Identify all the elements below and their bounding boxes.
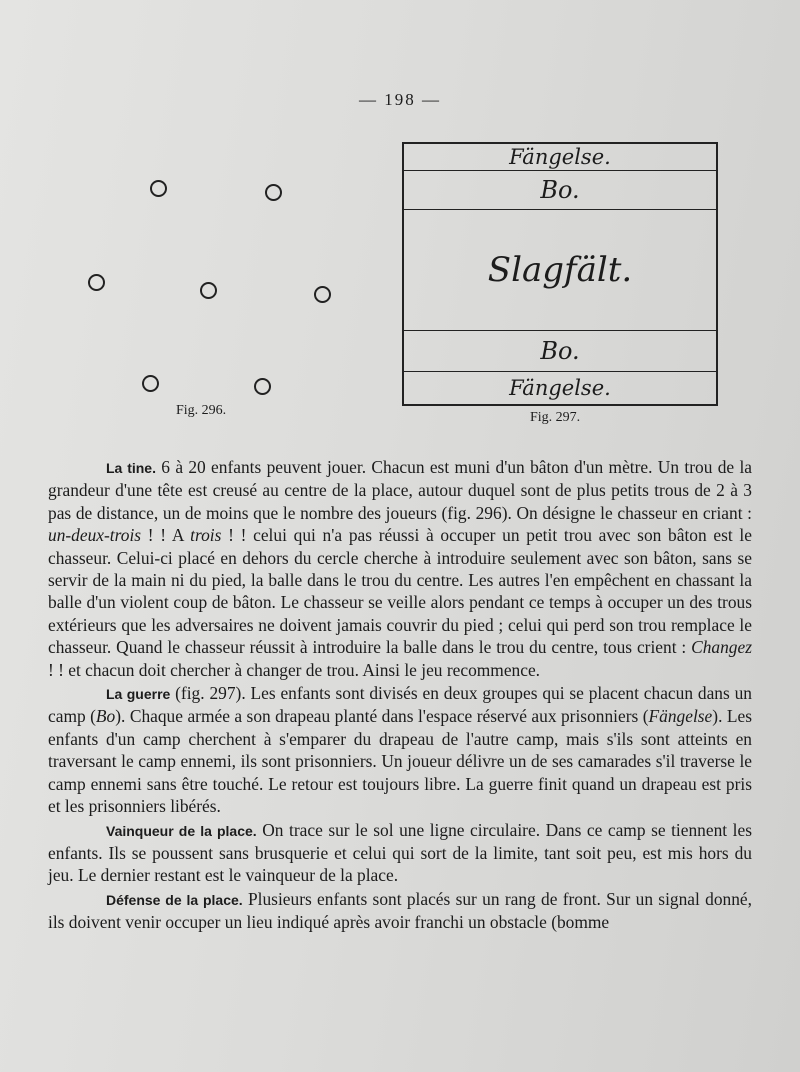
paragraph [48, 819, 752, 887]
italic-text: un-deux-trois [48, 525, 142, 546]
text-segment: ! ! A [141, 525, 191, 546]
zone-battlefield: Slagfält. [404, 210, 716, 331]
paragraph-heading: La tine. [106, 460, 156, 476]
italic-text: Changez [691, 637, 752, 658]
hole-marker [142, 375, 159, 392]
hole-marker [88, 274, 105, 291]
center-hole-marker [200, 282, 217, 299]
zone-prison-top: Fängelse. [404, 144, 716, 171]
text-segment: On trace sur le sol une ligne circulaire. Dans ce camp se tiennent les enfants. Ils se poussent sans brusquerie et celui qui sort de la limite, tant soit peu, est mis hors du jeu. Le dernier restant est le vainqueur de la place. [48, 819, 752, 886]
paragraph [48, 456, 752, 681]
paragraph-heading: La guerre [106, 686, 171, 703]
text-segment: 6 à 20 enfants peuvent jouer. Chacun est muni d'un bâton d'un mètre. Un trou de la grandeur d'une tête est creusé au centre de la place, autour duquel sont de plus petits trous de 2 à 3 pas de distance, un de moins que le nombre des joueurs (fig. 296). On désigne le chasseur en criant : [48, 457, 752, 523]
figure-297-caption: Fig. 297. [530, 410, 581, 425]
italic-text: trois [190, 525, 222, 546]
text-segment: ). Les enfants d'un camp cherchent à s'emparer du drapeau de l'autre camp, mais s'ils sont atteints en traversant le camp ennemi, ils sont prisonniers. Un joueur délivre un de ses camarades s'il traverse le camp ennemi sans être touché. Le retour est toujours libre. La guerre finit quand un drapeau est pris et les prisonniers libérés. [48, 706, 752, 817]
text-segment: Plusieurs enfants sont placés sur un rang de front. Sur un signal donné, ils doivent venir occuper un lieu indiqué après avoir franchi un obstacle (bomme [48, 888, 752, 933]
figure-296 [80, 170, 360, 430]
hole-marker [265, 184, 282, 201]
zone-camp-top: Bo. [404, 171, 716, 210]
text-segment: ! ! celui qui n'a pas réussi à occuper un petit trou avec son bâton est le chasseur. Celui-ci placé en dehors du cercle cherche à introduire seulement avec son bâton, sans se servir de la main ni du pied, la balle dans le trou du centre. Les autres l'en empêchent en chassant la balle d'un violent coup de bâton. Le chasseur se veille alors pendant ce temps à occuper un des trous extérieurs que les adversaires ne doivent jamais couvrir du pied ; celui qui perd son trou remplace le chasseur. Quand le chasseur réussit à introduire la balle dans le trou du centre, tous crient : [48, 525, 752, 658]
zone-camp-bottom: Bo. [404, 331, 716, 372]
paragraph-heading: Défense de la place. [106, 891, 243, 908]
text-segment: (fig. 297). Les enfants sont divisés en deux groupes qui se placent chacun dans un camp ( [48, 683, 752, 727]
figure-296-caption: Fig. 296. [176, 403, 227, 418]
text-segment: ! ! et chacun doit chercher à changer de trou. Ainsi le jeu recommence. [48, 659, 541, 680]
italic-text: Bo [95, 706, 116, 727]
hole-marker [314, 286, 331, 303]
italic-text: Fängelse [648, 706, 713, 727]
page-number: — 198 — [359, 90, 441, 109]
zone-prison-bottom: Fängelse. [509, 376, 611, 400]
paragraph [48, 682, 752, 817]
hole-marker [254, 378, 271, 395]
hole-marker [150, 180, 167, 197]
paragraph [48, 888, 752, 934]
body-text [48, 456, 752, 935]
paragraph-heading: Vainqueur de la place. [106, 822, 257, 839]
figure-297 [402, 142, 718, 406]
text-segment: ). Chaque armée a son drapeau planté dans l'espace réservé aux prisonniers ( [115, 706, 649, 727]
